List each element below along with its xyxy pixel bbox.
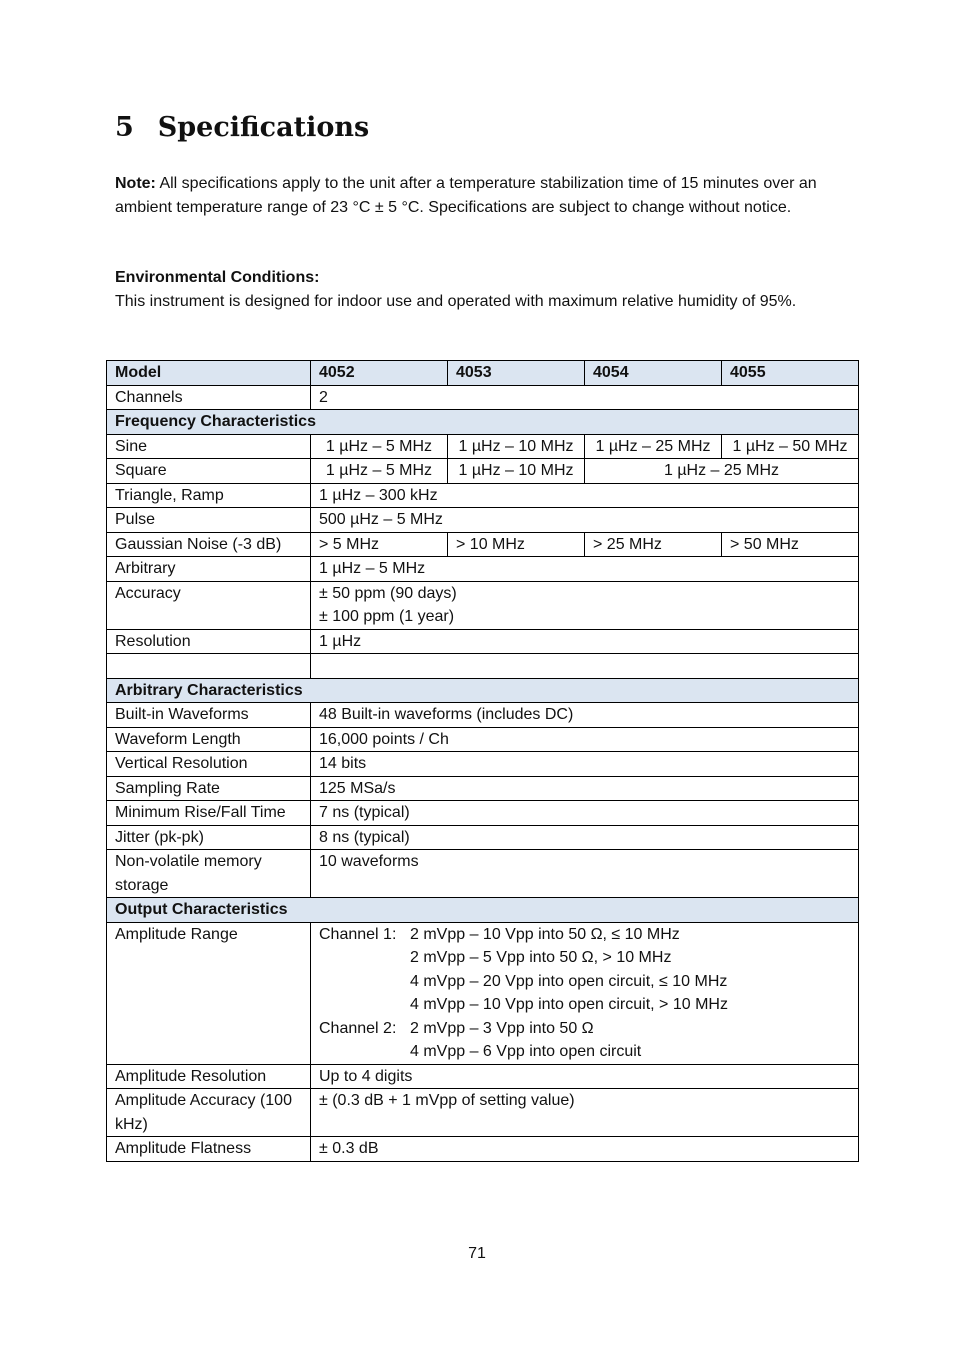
row-label: Channels bbox=[107, 385, 311, 410]
section-title-cell: Arbitrary Characteristics bbox=[107, 678, 859, 703]
row-value: > 5 MHz bbox=[311, 532, 448, 557]
row-value: 125 MSa/s bbox=[311, 776, 859, 801]
row-label: Gaussian Noise (-3 dB) bbox=[107, 532, 311, 557]
section-row bbox=[107, 410, 859, 435]
header-cell: 4052 bbox=[311, 361, 448, 386]
accuracy-line: ± 100 ppm (1 year) bbox=[319, 608, 455, 625]
table-row bbox=[107, 850, 859, 898]
table-row bbox=[107, 801, 859, 826]
row-label: Waveform Length bbox=[107, 727, 311, 752]
table-row bbox=[107, 1089, 859, 1137]
row-value: 1 µHz – 10 MHz bbox=[448, 434, 585, 459]
row-value: 500 µHz – 5 MHz bbox=[311, 508, 859, 533]
table-row bbox=[107, 385, 859, 410]
note-label: Note: bbox=[115, 175, 156, 192]
row-value: 10 waveforms bbox=[311, 850, 859, 898]
row-label: Vertical Resolution bbox=[107, 752, 311, 777]
row-value: 1 µHz – 25 MHz bbox=[585, 434, 722, 459]
table-row bbox=[107, 557, 859, 582]
amplitude-line: 4 mVpp – 20 Vpp into open circuit, ≤ 10 MHz bbox=[410, 972, 728, 990]
table-header-row bbox=[107, 361, 859, 386]
row-value: 1 µHz – 50 MHz bbox=[722, 434, 859, 459]
row-label: Resolution bbox=[107, 629, 311, 654]
row-value: > 50 MHz bbox=[722, 532, 859, 557]
table-row bbox=[107, 434, 859, 459]
table-row bbox=[107, 459, 859, 484]
table-row bbox=[107, 629, 859, 654]
section-title-cell: Output Characteristics bbox=[107, 898, 859, 923]
table-row bbox=[107, 776, 859, 801]
specifications-table bbox=[106, 360, 859, 1162]
row-label: Amplitude Accuracy (100 kHz) bbox=[107, 1089, 311, 1137]
row-value: 1 µHz – 10 MHz bbox=[448, 459, 585, 484]
amplitude-line: 2 mVpp – 5 Vpp into 50 Ω, > 10 MHz bbox=[410, 949, 672, 966]
environment-text: This instrument is designed for indoor use and operated with maximum relative humidity of 95%. bbox=[115, 293, 797, 310]
amplitude-line: 4 mVpp – 6 Vpp into open circuit bbox=[410, 1043, 642, 1060]
row-label: Non-volatile memory storage bbox=[107, 850, 311, 898]
row-label: Triangle, Ramp bbox=[107, 483, 311, 508]
table-row bbox=[107, 825, 859, 850]
row-label: Amplitude Resolution bbox=[107, 1064, 311, 1089]
header-cell: Model bbox=[107, 361, 311, 386]
table-row bbox=[107, 727, 859, 752]
row-value: 16,000 points / Ch bbox=[311, 727, 859, 752]
row-value: 1 µHz – 5 MHz bbox=[311, 434, 448, 459]
header-cell: 4055 bbox=[722, 361, 859, 386]
row-label: Minimum Rise/Fall Time bbox=[107, 801, 311, 826]
header-cell: 4054 bbox=[585, 361, 722, 386]
table-row bbox=[107, 703, 859, 728]
row-value: 7 ns (typical) bbox=[311, 801, 859, 826]
section-row bbox=[107, 898, 859, 923]
table-row bbox=[107, 483, 859, 508]
row-value: 2 bbox=[311, 385, 859, 410]
table-row bbox=[107, 508, 859, 533]
note-paragraph bbox=[115, 172, 835, 219]
accuracy-line: ± 50 ppm (90 days) bbox=[319, 584, 457, 602]
row-value: ± 0.3 dB bbox=[311, 1137, 859, 1162]
row-label: Sine bbox=[107, 434, 311, 459]
row-value: ± (0.3 dB + 1 mVpp of setting value) bbox=[311, 1089, 859, 1137]
row-label: Jitter (pk-pk) bbox=[107, 825, 311, 850]
row-value: Up to 4 digits bbox=[311, 1064, 859, 1089]
row-value: 1 µHz – 300 kHz bbox=[311, 483, 859, 508]
table-row bbox=[107, 532, 859, 557]
table-row-empty bbox=[107, 654, 859, 679]
table-row bbox=[107, 1137, 859, 1162]
row-label: Amplitude Range bbox=[107, 922, 311, 1064]
row-label: Amplitude Flatness bbox=[107, 1137, 311, 1162]
amplitude-line: 2 mVpp – 10 Vpp into 50 Ω, ≤ 10 MHz bbox=[410, 925, 680, 943]
empty-cell bbox=[311, 654, 859, 679]
row-label: Square bbox=[107, 459, 311, 484]
amplitude-line: 4 mVpp – 10 Vpp into open circuit, > 10 MHz bbox=[410, 996, 728, 1013]
section-heading bbox=[115, 112, 369, 143]
table-row bbox=[107, 922, 859, 1064]
row-label: Built-in Waveforms bbox=[107, 703, 311, 728]
row-value: 14 bits bbox=[311, 752, 859, 777]
row-value: > 25 MHz bbox=[585, 532, 722, 557]
section-title: Specifications bbox=[157, 112, 370, 143]
row-label: Sampling Rate bbox=[107, 776, 311, 801]
row-value: 1 µHz bbox=[311, 629, 859, 654]
section-title-cell: Frequency Characteristics bbox=[107, 410, 859, 435]
amplitude-line: 2 mVpp – 3 Vpp into 50 Ω bbox=[410, 1019, 594, 1037]
channel-1-label: Channel 1: bbox=[319, 925, 397, 943]
row-value bbox=[311, 922, 859, 1064]
page-number: 71 bbox=[468, 1245, 486, 1262]
table-row bbox=[107, 581, 859, 629]
note-text: All specifications apply to the unit after a temperature stabilization time of 15 minutes over an ambient temperature range of 23 °C ± 5 °C. Specifications are subject to change without notice. bbox=[115, 175, 817, 216]
section-number: 5 bbox=[115, 112, 134, 143]
environment-title: Environmental Conditions: bbox=[115, 269, 320, 286]
header-cell: 4053 bbox=[448, 361, 585, 386]
row-value: > 10 MHz bbox=[448, 532, 585, 557]
row-label: Arbitrary bbox=[107, 557, 311, 582]
empty-cell bbox=[107, 654, 311, 679]
row-value: 8 ns (typical) bbox=[311, 825, 859, 850]
amplitude-range-grid bbox=[319, 923, 850, 1064]
row-value bbox=[311, 581, 859, 629]
row-label: Accuracy bbox=[107, 581, 311, 629]
table-row bbox=[107, 752, 859, 777]
row-value: 48 Built-in waveforms (includes DC) bbox=[311, 703, 859, 728]
row-value: 1 µHz – 5 MHz bbox=[311, 557, 859, 582]
row-value: 1 µHz – 5 MHz bbox=[311, 459, 448, 484]
row-label: Pulse bbox=[107, 508, 311, 533]
channel-2-label: Channel 2: bbox=[319, 1019, 397, 1037]
table-row bbox=[107, 1064, 859, 1089]
row-value: 1 µHz – 25 MHz bbox=[585, 459, 859, 484]
section-row bbox=[107, 678, 859, 703]
